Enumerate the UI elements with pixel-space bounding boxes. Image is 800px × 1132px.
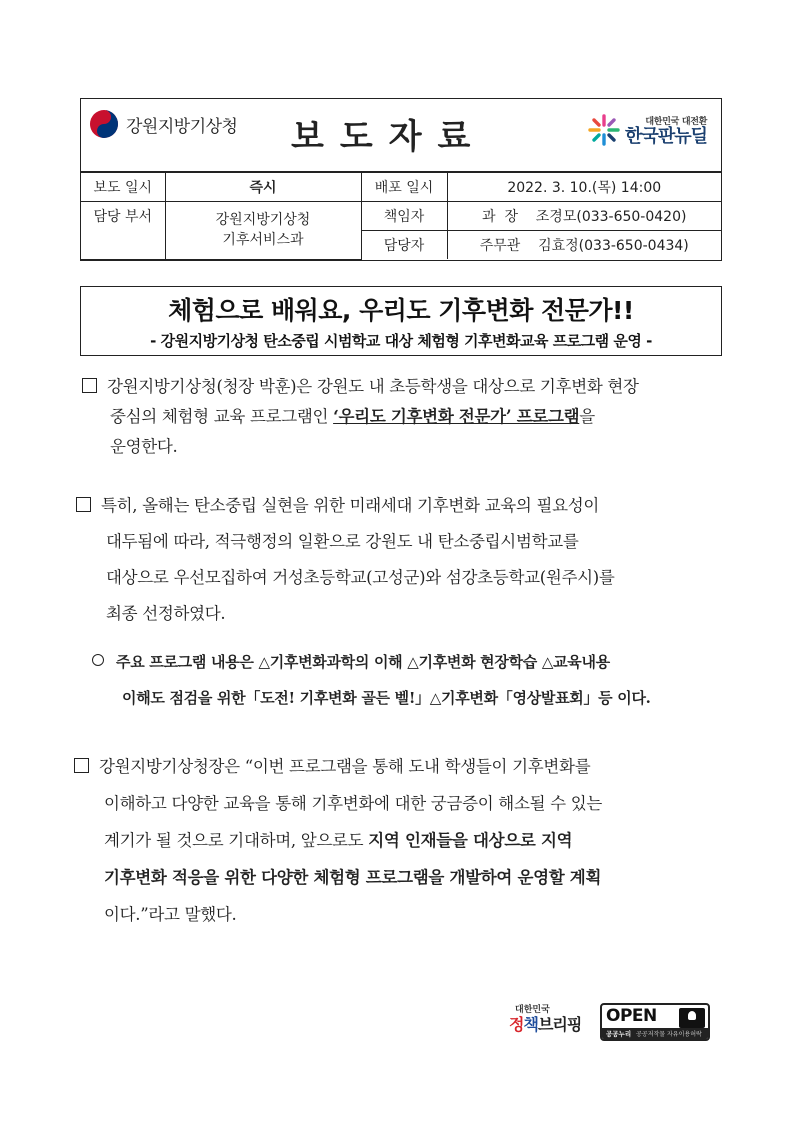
new-deal-tagline: 대한민국 대전환 <box>645 116 707 127</box>
department-line-2: 기후서비스과 <box>222 232 304 249</box>
attribution-person-icon <box>679 1008 705 1028</box>
p2-line-4: 최종 선정하였다. <box>106 604 226 623</box>
department-value <box>165 202 361 260</box>
p1-line-1: 강원지방기상청(청장 박훈)은 강원도 내 초등학생을 대상으로 기후변화 현장 <box>107 377 639 396</box>
p2-line-3: 대상으로 우선모집하여 거성초등학교(고성군)와 섬강초등학교(원주시)를 <box>106 568 615 587</box>
p4-line-5: 이다.”라고 말했다. <box>104 905 237 924</box>
p2-line-1: 특히, 올해는 탄소중립 실현을 위한 미래세대 기후변화 교육의 필요성이 <box>101 496 600 515</box>
p4-line-1: 강원지방기상청장은 “이번 프로그램을 통해 도내 학생들이 기후변화를 <box>99 757 591 776</box>
p4-line-4: 기후변화 적응을 위한 다양한 체험형 프로그램을 개발하여 운영할 계획 <box>104 868 602 887</box>
release-date-row <box>81 173 721 202</box>
square-bullet-icon <box>82 378 97 393</box>
staff-value: 주무관 김효정(033-650-0434) <box>447 231 721 260</box>
korean-new-deal-logo <box>587 113 707 147</box>
release-info-table <box>81 173 721 260</box>
p3-line-1: 주요 프로그램 내용은 △기후변화과학의 이해 △기후변화 현장학습 △교육내용 <box>116 653 610 671</box>
agency-name: 강원지방기상청 <box>126 116 238 137</box>
p4-line-3b: 지역 인재들을 대상으로 지역 <box>368 831 573 850</box>
department-label: 담당 부서 <box>81 202 165 260</box>
distribution-date-value: 2022. 3. 10.(목) 14:00 <box>447 173 721 202</box>
new-deal-star-icon <box>587 113 621 147</box>
square-bullet-icon <box>76 497 91 512</box>
circle-bullet-icon <box>92 654 104 666</box>
responsible-label: 책임자 <box>361 202 447 231</box>
header-banner <box>81 99 721 173</box>
policy-briefing-small: 대한민국 <box>515 1005 550 1015</box>
taegeuk-icon <box>89 109 119 139</box>
headline-box <box>80 286 722 356</box>
open-license-desc: 공공저작물 자유이용허락 <box>636 1031 702 1038</box>
press-release-title: 보도자료 <box>291 117 487 157</box>
department-line-1: 강원지방기상청 <box>215 212 311 229</box>
open-license-name: 공공누리 <box>606 1030 632 1038</box>
contact-row-1 <box>81 202 721 231</box>
subheadline: - 강원지방기상청 탄소중립 시범학교 대상 체험형 기후변화교육 프로그램 운영 - <box>150 332 652 350</box>
paragraph-3 <box>92 644 651 716</box>
p1-line-2a: 중심의 체험형 교육 프로그램인 <box>110 407 334 426</box>
new-deal-name: 한국판뉴딜 <box>625 125 707 147</box>
program-name-highlight: ‘우리도 기후변화 전문가’ 프로그램 <box>333 407 580 426</box>
paragraph-1 <box>82 372 639 462</box>
paragraph-4 <box>74 748 602 933</box>
headline: 체험으로 배워요, 우리도 기후변화 전문가!! <box>168 296 634 325</box>
press-header-table <box>80 98 722 261</box>
policy-briefing-name: 정책브리핑 <box>509 1015 582 1034</box>
square-bullet-icon <box>74 758 89 773</box>
p1-line-3: 운영한다. <box>110 437 178 456</box>
distribution-date-label: 배포 일시 <box>361 173 447 202</box>
paragraph-2 <box>76 488 615 632</box>
release-date-label: 보도 일시 <box>81 173 165 202</box>
p3-line-2: 이해도 점검을 위한「도전! 기후변화 골든 벨!」△기후변화「영상발표회」등 이다. <box>122 689 651 707</box>
p4-line-3a: 계기가 될 것으로 기대하며, 앞으로도 <box>104 831 369 850</box>
open-word: OPEN <box>606 1006 657 1026</box>
release-date-value: 즉시 <box>165 173 361 202</box>
agency-logo <box>89 109 237 139</box>
p1-line-2c: 을 <box>579 407 595 426</box>
staff-label: 담당자 <box>361 231 447 260</box>
responsible-value: 과 장 조경모(033-650-0420) <box>447 202 721 231</box>
kogl-open-license-logo <box>600 1003 710 1041</box>
open-license-strip <box>602 1028 708 1039</box>
p4-line-2: 이해하고 다양한 교육을 통해 기후변화에 대한 궁금증이 해소될 수 있는 <box>104 794 603 813</box>
policy-briefing-logo <box>509 1002 595 1035</box>
p2-line-2: 대두됨에 따라, 적극행정의 일환으로 강원도 내 탄소중립시범학교를 <box>106 532 579 551</box>
